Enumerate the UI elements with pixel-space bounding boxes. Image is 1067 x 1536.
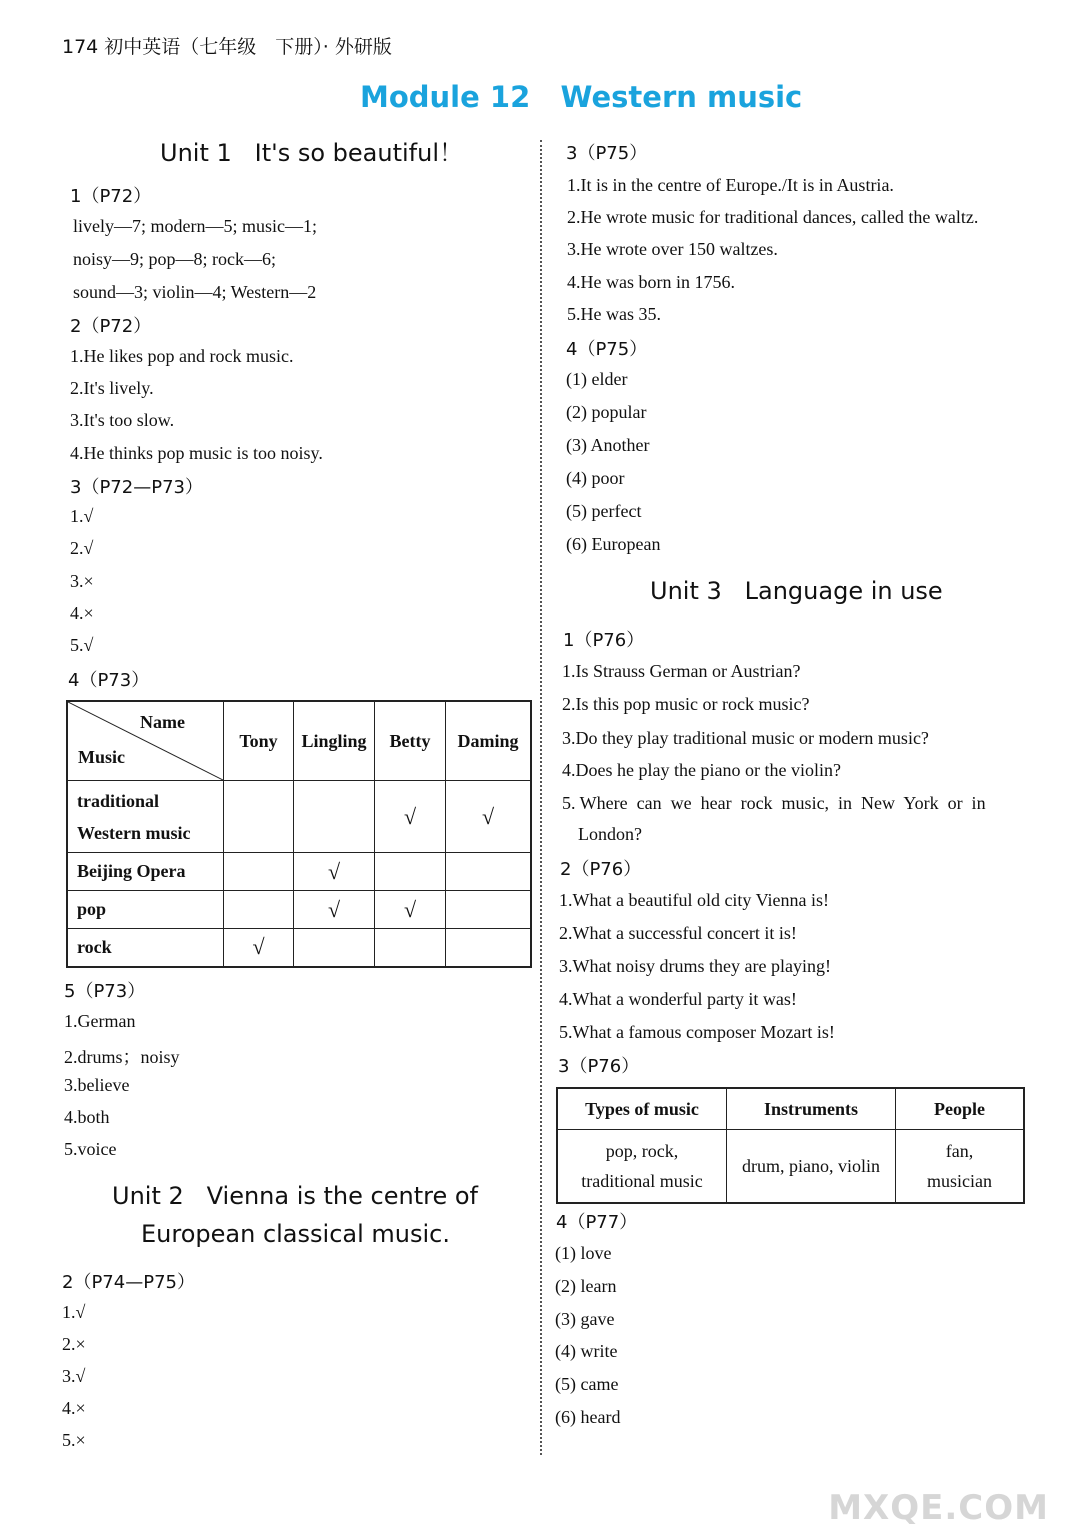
answer-line: 4.He thinks pop music is too noisy. [70, 443, 323, 463]
table-cell [294, 929, 375, 967]
column-header: People [896, 1088, 1025, 1130]
answer-line: sound—3; violin—4; Western—2 [73, 282, 317, 302]
answer-line: 2.drums；noisy [64, 1047, 180, 1067]
answer-line: 1.He likes pop and rock music. [70, 346, 294, 366]
table-row [67, 929, 531, 967]
table-cell: √ [224, 929, 294, 967]
answer-line: 2.√ [70, 538, 94, 558]
row-label: Western music [77, 822, 191, 843]
row-label: traditional [77, 790, 160, 811]
table-row [67, 891, 531, 929]
preference-table [66, 700, 532, 968]
column-header: Types of music [557, 1088, 727, 1130]
unit1-title: Unit 1 It's so beautiful！ [160, 139, 463, 167]
answer-line: 4.× [70, 603, 94, 623]
table-cell: √ [375, 781, 446, 853]
answer-line: 3.Do they play traditional music or modern music? [562, 728, 929, 748]
watermark: MXQE.COM [828, 1488, 1049, 1528]
answer-line: 4.What a wonderful party it was! [559, 989, 797, 1009]
column-divider [540, 140, 542, 1455]
table-cell: √ [294, 853, 375, 891]
answer-line: lively—7; modern—5; music—1; [73, 216, 317, 236]
table-cell [446, 853, 532, 891]
column-header: Instruments [727, 1088, 896, 1130]
unit2-sec2-label: 2（P74—P75） [62, 1272, 195, 1293]
answer-line: 4.× [62, 1398, 86, 1418]
answer-line: (5) perfect [566, 501, 642, 521]
cell-line: fan, [945, 1141, 974, 1161]
cell-line: pop, rock, [605, 1141, 679, 1161]
corner-music-label: Music [78, 747, 125, 767]
table-cell: √ [446, 781, 532, 853]
table-cell [896, 1130, 1025, 1204]
module-title: Module 12 Western music [360, 80, 803, 114]
answer-line: 5.voice [64, 1139, 117, 1159]
answer-line: (1) elder [566, 369, 628, 389]
unit3-sec4-label: 4（P77） [556, 1212, 638, 1233]
answer-line: (4) write [555, 1341, 618, 1361]
answer-line: (4) poor [566, 468, 625, 488]
unit2-title-line2: European classical music. [141, 1220, 450, 1248]
unit3-sec1-label: 1（P76） [563, 630, 645, 651]
answer-line: 3.believe [64, 1075, 130, 1095]
unit1-sec1-label: 1（P72） [70, 186, 152, 207]
answer-line: 2.He wrote music for traditional dances, called the waltz. [567, 207, 979, 227]
table-cell [294, 781, 375, 853]
unit3-title: Unit 3 Language in use [650, 577, 943, 605]
table-cell [375, 929, 446, 967]
answer-line: 3.It's too slow. [70, 410, 175, 430]
answer-line: 5.He was 35. [567, 304, 661, 324]
answer-line: 5.√ [70, 635, 94, 655]
answer-line: London? [578, 824, 642, 844]
answer-line: (6) European [566, 534, 661, 554]
table-cell [224, 891, 294, 929]
answer-line: 1.√ [62, 1302, 86, 1322]
table-cell [224, 853, 294, 891]
unit1-sec4-label: 4（P73） [68, 670, 150, 691]
unit3-sec3-label: 3（P76） [558, 1056, 640, 1077]
corner-name-label: Name [140, 712, 185, 732]
table-cell: √ [294, 891, 375, 929]
row-header: rock [67, 929, 224, 967]
answer-line: 5.What a famous composer Mozart is! [559, 1022, 835, 1042]
answer-line: 2.It's lively. [70, 378, 154, 398]
column-header: Daming [446, 701, 532, 781]
table-row [67, 853, 531, 891]
table-cell [557, 1130, 727, 1204]
unit2-sec4-label: 4（P75） [566, 339, 648, 360]
answer-line: (3) gave [555, 1309, 615, 1329]
table-header-row [557, 1088, 1024, 1130]
answer-line: 4.Does he play the piano or the violin? [562, 760, 841, 780]
answer-line: (2) popular [566, 402, 647, 422]
answer-line: 1.It is in the centre of Europe./It is in Austria. [567, 175, 894, 195]
answer-line: 3.He wrote over 150 waltzes. [567, 239, 778, 259]
answer-line: 3.√ [62, 1366, 86, 1386]
unit1-sec3-label: 3（P72—P73） [70, 477, 203, 498]
answer-line: (3) Another [566, 435, 650, 455]
table-row [557, 1130, 1024, 1204]
unit1-sec2-label: 2（P72） [70, 316, 152, 337]
column-header: Betty [375, 701, 446, 781]
table-cell [446, 891, 532, 929]
answer-line: (2) learn [555, 1276, 617, 1296]
row-header: Beijing Opera [67, 853, 224, 891]
table-cell: √ [375, 891, 446, 929]
unit3-sec2-label: 2（P76） [560, 859, 642, 880]
answer-line: 5.× [62, 1430, 86, 1450]
table-cell [224, 781, 294, 853]
row-header: pop [67, 891, 224, 929]
answer-line: 1.Is Strauss German or Austrian? [562, 661, 801, 681]
music-types-table [556, 1087, 1025, 1204]
answer-line: 1.What a beautiful old city Vienna is! [559, 890, 830, 910]
answer-line: 3.What noisy drums they are playing! [559, 956, 831, 976]
answer-line: 4.both [64, 1107, 110, 1127]
table-corner-cell [67, 701, 224, 781]
table-row [67, 781, 531, 853]
answer-line: 4.He was born in 1756. [567, 272, 735, 292]
cell-line: traditional music [581, 1171, 703, 1191]
answer-line: 5. Where can we hear rock music, in New York or in [562, 793, 986, 813]
answer-line: noisy—9; pop—8; rock—6; [73, 249, 276, 269]
page-header: 174 初中英语（七年级 下册）· 外研版 [62, 36, 392, 58]
row-header [67, 781, 224, 853]
table-cell: drum, piano, violin [727, 1130, 896, 1204]
unit1-sec5-label: 5（P73） [64, 981, 146, 1002]
unit2-sec3-label: 3（P75） [566, 143, 648, 164]
column-header: Tony [224, 701, 294, 781]
answer-line: 3.× [70, 571, 94, 591]
unit2-title-line1: Unit 2 Vienna is the centre of [112, 1182, 478, 1210]
answer-line: 2.What a successful concert it is! [559, 923, 797, 943]
answer-line: (6) heard [555, 1407, 621, 1427]
table-cell [375, 853, 446, 891]
answer-line: 1.German [64, 1011, 136, 1031]
answer-line: (5) came [555, 1374, 619, 1394]
answer-line: 2.Is this pop music or rock music? [562, 694, 810, 714]
answer-line: 1.√ [70, 506, 94, 526]
cell-line: musician [927, 1171, 992, 1191]
column-header: Lingling [294, 701, 375, 781]
table-cell [446, 929, 532, 967]
answer-line: 2.× [62, 1334, 86, 1354]
answer-line: (1) love [555, 1243, 612, 1263]
